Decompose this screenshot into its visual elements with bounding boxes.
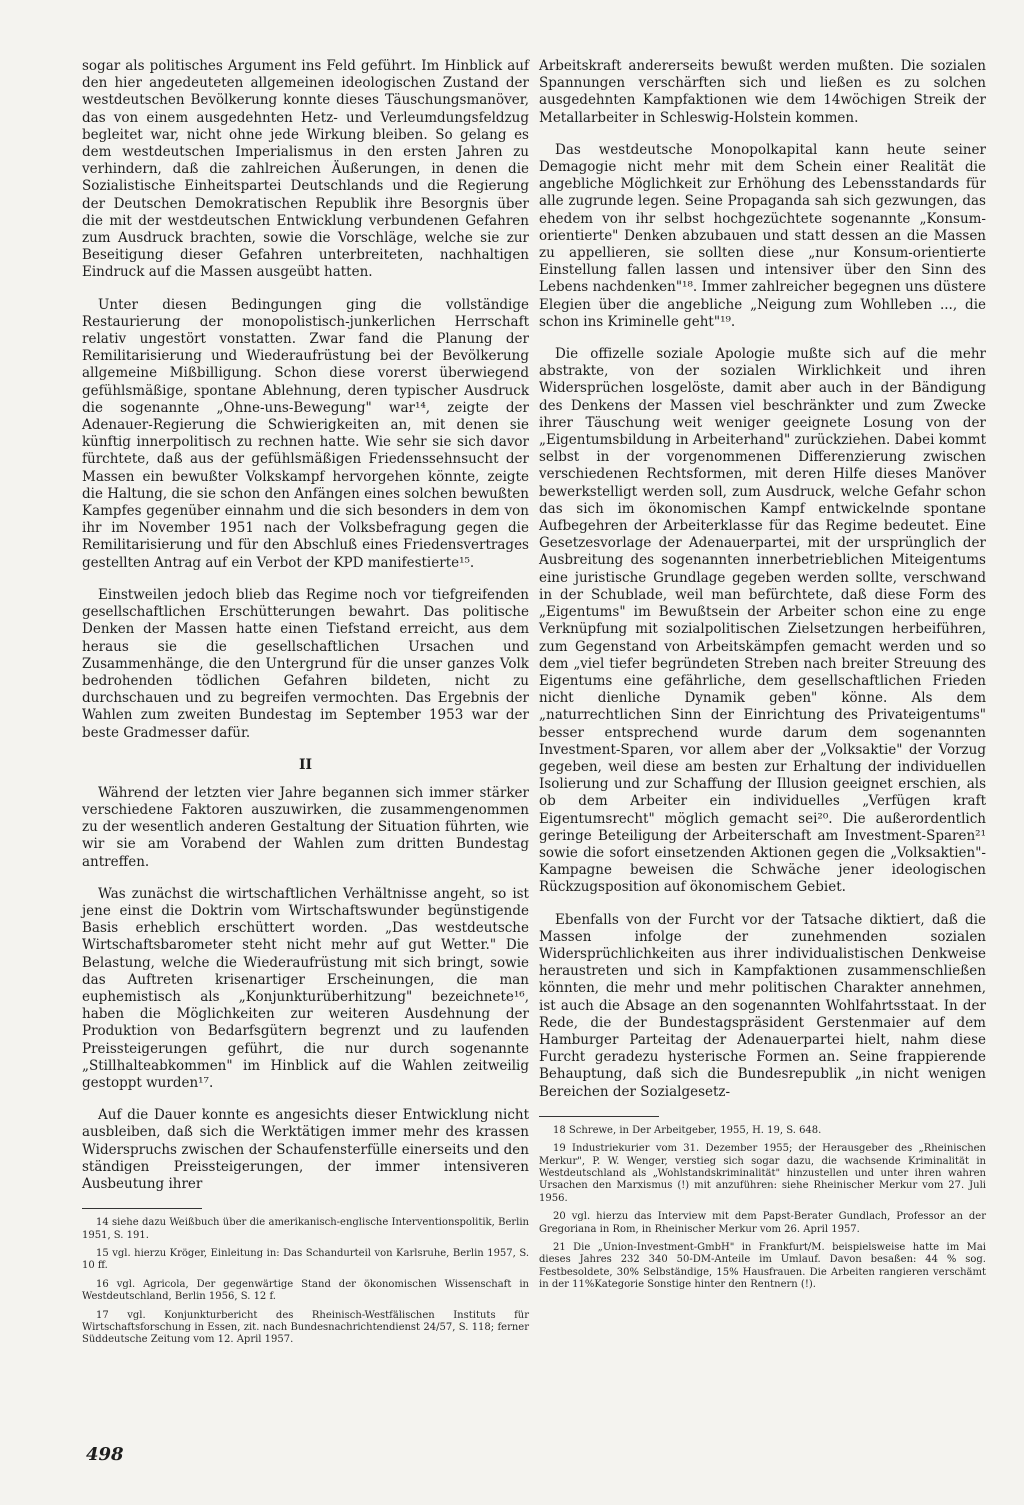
paragraph: Auf die Dauer konnte es angesichts dieser Entwicklung nicht ausbleiben, daß sich die Werktätigen immer mehr des krassen Widerspruchs zwischen der Schaufensterfülle einerseits und den ständigen Preissteigerungen, der immer intensiveren Ausbeutung ihrer <box>82 1107 529 1192</box>
paragraph: Die offizelle soziale Apologie mußte sich auf die mehr abstrakte, von der sozialen Wirklichkeit und ihren Widersprüchen losgelöste, damit aber auch in der Bändigung des Denkens der Massen viel beschränkter und zum Zwecke ihrer Täuschung weit weniger geeignete Losung von der „Eigentumsbildung in Arbeiterhand" zurückziehen. Dabei kommt selbst in der vorgenommenen Differenzierung zwischen verschiedenen Rechtsformen, mit deren Hilfe dieses Manöver bewerkstelligt werden soll, zum Ausdruck, welche Gefahr schon das sich im ökonomischen Kampf entwickelnde spontane Aufbegehren der Arbeiterklasse für das Regime bedeutet. Eine Gesetzesvorlage der Adenauerpartei, mit der ursprünglich der Ausbreitung des sogenannten innerbetrieblichen Miteigentums eine juristische Grundlage gegeben werden sollte, verschwand in der Schublade, weil man befürchtete, daß diese Form des „Eigentums" im Bewußtsein der Arbeiter schon eine zu enge Verknüpfung mit sozialpolitischen Zielsetzungen herbeiführen, zum Gegenstand von Arbeitskämpfen gemacht werden und so dem „viel tiefer begründeten Streben nach breiter Streuung des Eigentums eine gefährliche, dem gesellschaftlichen Frieden nicht dienliche Dynamik geben" könne. Als dem „naturrechtlichen Sinn der Einrichtung des Privateigentums" besser entsprechend wurde darum dem sogenannten Investment-Sparen, vor allem aber der „Volksaktie" der Vorzug gegeben, weil diese am besten zur Erhaltung der individuellen Isolierung und zur Schaffung der Illusion geeignet erschien, als ob dem Arbeiter ein individuelles „Verfügen kraft Eigentumsrecht" möglich gemacht sei²⁰. Die außerordentlich geringe Beteiligung der Arbeiterschaft am Investment-Sparen²¹ sowie die sofort einsetzenden Aktionen gegen die „Volksaktien"-Kampagne beweisen die Schwäche jener ideologischen Rückzugsposition auf ökonomischem Gebiet. <box>539 346 987 896</box>
paragraph: Unter diesen Bedingungen ging die vollständige Restaurierung der monopolistisch-junkerlichen Herrschaft relativ ungestört vonstatten. Zwar fand die Planung der Remilitarisierung und Wiederaufrüstung bei der Bevölkerung allgemeine Mißbilligung. Schon diese vorerst überwiegend gefühlsmäßige, spontane Ablehnung, deren typischer Ausdruck die sogenannte „Ohne-uns-Bewegung" war¹⁴, zeigte der Adenauer-Regierung die Schwierigkeiten an, mit denen sie künftig innerpolitisch zu rechnen hatte. Wie sehr sie sich davor fürchtete, daß aus der gefühlsmäßigen Friedenssehnsucht der Massen ein bewußter Volkskampf hervorgehen könnte, zeigte die Haltung, die sie schon den Anfängen eines solchen bewußten Kampfes gegenüber einnahm und die sich besonders in dem von ihr im November 1951 nach der Volksbefragung gegen die Remilitarisierung und für den Abschluß eines Friedensvertrages gestellten Antrag auf ein Verbot der KPD manifestierte¹⁵. <box>82 296 529 571</box>
footnote-divider <box>82 1208 202 1209</box>
footnote: 17 vgl. Konjunkturbericht des Rheinisch-Westfälischen Instituts für Wirtschaftsforschung in Essen, zit. nach Bundesnachrichtendienst 24/57, S. 118; ferner Süddeutsche Zeitung vom 12. April 1957. <box>82 1309 529 1346</box>
footnote: 15 vgl. hierzu Kröger, Einleitung in: Das Schandurteil von Karlsruhe, Berlin 1957, S. 10 ff. <box>82 1248 529 1272</box>
footnote: 21 Die „Union-Investment-GmbH" in Frankfurt/M. beispielsweise hatte im Mai dieses Jahres 232 340 50-DM-Anteile im Umlauf. Davon besaßen: 44 % sog. Festbesoldete, 30% Selbständige, 15% Hausfrauen. Die Arbeiten rangieren verschämt in der 11%Kategorie Sonstige hinter den Rentnern (!). <box>539 1242 986 1291</box>
paragraph: Einstweilen jedoch blieb das Regime noch vor tiefgreifenden gesellschaftlichen Erschütterungen bewahrt. Das politische Denken der Massen hatte einen Tiefstand erreicht, aus dem heraus sie die gesellschaftlichen Ursachen und Zusammenhänge, die den Untergrund für die unser ganzes Volk bedrohenden tödlichen Gefahren bildeten, nicht zu durchschauen und zu begreifen vermochten. Das Ergebnis der Wahlen zum zweiten Bundestag im September 1953 war der beste Gradmesser dafür. <box>82 586 529 741</box>
paragraph: Was zunächst die wirtschaftlichen Verhältnisse angeht, so ist jene einst die Doktrin vom Wirtschaftswunder begünstigende Basis erheblich erschüttert worden. „Das westdeutsche Wirtschaftsbarometer steht nicht mehr auf gut Wetter." Die Belastung, welche die Wiederaufrüstung mit sich bringt, sowie das Auftreten krisenartiger Erscheinungen, die man euphemistisch als „Konjunkturüberhitzung" bezeichnete¹⁶, haben die Möglichkeiten zur weiteren Ausdehnung der Produktion von Bedarfsgütern begrenzt und zu laufenden Preissteigerungen geführt, die nur durch sogenannte „Stillhalteabkommen" im Hinblick auf die Wahlen zeitweilig gestoppt wurden¹⁷. <box>82 885 529 1091</box>
footnote: 20 vgl. hierzu das Interview mit dem Papst-Berater Gundlach, Professor an der Gregoriana in Rom, in Rheinischer Merkur vom 26. April 1957. <box>539 1211 986 1235</box>
paragraph: Ebenfalls von der Furcht vor der Tatsache diktiert, daß die Massen infolge der zunehmenden sozialen Widersprüchlichkeiten aus ihrer individualistischen Denkweise heraustreten und sich in Kampfaktionen zusammenschließen könnten, die mehr und mehr politischen Charakter annehmen, ist auch die Absage an den sogenannten Wohlfahrtsstaat. In der Rede, die der Bundestagspräsident Gerstenmaier auf dem Hamburger Parteitag der Adenauerpartei hielt, nahm diese Furcht geradezu hysterische Formen an. Seine frappierende Behauptung, daß sich die Bundesrepublik „in nicht wenigen Bereichen der Sozialgesetz- <box>539 911 986 1100</box>
page-number: 498 <box>86 1444 124 1465</box>
section-heading: II <box>298 756 313 773</box>
left-column <box>82 58 529 1353</box>
footnote-divider <box>539 1116 659 1117</box>
footnote: 19 Industriekurier vom 31. Dezember 1955; der Herausgeber des „Rheinischen Merkur", P. W. Wenger, verstieg sich sogar dazu, die wachsende Kriminalität in Westdeutschland als „Wohlstandskriminalität" hinzustellen und unter ihren wahren Ursachen den Marxismus (!) mit anzuführen: siehe Rheinischer Merkur vom 27. Juli 1956. <box>539 1143 986 1204</box>
footnote: 16 vgl. Agricola, Der gegenwärtige Stand der ökonomischen Wissenschaft in Westdeutschland, Berlin 1956, S. 12 f. <box>82 1278 529 1303</box>
paragraph: Während der letzten vier Jahre begannen sich immer stärker verschiedene Faktoren auszuwirken, die zusammengenommen zu der wesentlich anderen Gestaltung der Situation führten, wie wir sie am Vorabend der Wahlen zum dritten Bundestag antreffen. <box>82 784 529 870</box>
paragraph: Arbeitskraft andererseits bewußt werden mußten. Die sozialen Spannungen verschärften sich und ließen es zu solchen ausgedehnten Kampfaktionen wie dem 14wöchigen Streik der Metallarbeiter in Schleswig-Holstein kommen. <box>539 58 986 126</box>
paragraph: Das westdeutsche Monopolkapital kann heute seiner Demagogie nicht mehr mit dem Schein einer Realität die angebliche Möglichkeit zur Erhöhung des Lebensstandards für alle zugrunde legen. Seine Propaganda sah sich gezwungen, das ehedem von ihr selbst hochgezüchtete sogenannte „Konsum-orientierte" Denken abzubauen und statt dessen an die Massen zu appellieren, sie sollten diese „nur Konsum-orientierte Einstellung fallen lassen und intensiver über den Sinn des Lebens nachdenken"¹⁸. Immer zahlreicher begegnen uns düstere Elegien über die angebliche „Neigung zum Wohlleben ..., die schon ins Kriminelle geht"¹⁹. <box>539 141 986 330</box>
footnote: 14 siehe dazu Weißbuch über die amerikanisch-englische Interventionspolitik, Berlin 1951, S. 191. <box>82 1217 529 1241</box>
paragraph: sogar als politisches Argument ins Feld geführt. Im Hinblick auf den hier angedeuteten allgemeinen ideologischen Zustand der westdeutschen Bevölkerung konnte dieses Täuschungsmanöver, das von einem ausgedehnten Hetz- und Verleumdungsfeldzug begleitet war, nicht ohne jede Wirkung bleiben. So gelang es dem westdeutschen Imperialismus in den ersten Jahren zu verhindern, daß die zahlreichen Äußerungen, in denen die Sozialistische Einheitspartei Deutschlands und die Regierung der Deutschen Demokratischen Republik ihre Besorgnis über die mit der westdeutschen Entwicklung verbundenen Gefahren zum Ausdruck brachten, sowie die Vorschläge, welche sie zur Beseitigung dieser Gefahren unterbreiteten, nachhaltigen Eindruck auf die Massen ausgeübt hatten. <box>82 58 529 281</box>
right-column <box>539 58 986 1298</box>
footnote: 18 Schrewe, in Der Arbeitgeber, 1955, H. 19, S. 648. <box>553 1124 822 1136</box>
